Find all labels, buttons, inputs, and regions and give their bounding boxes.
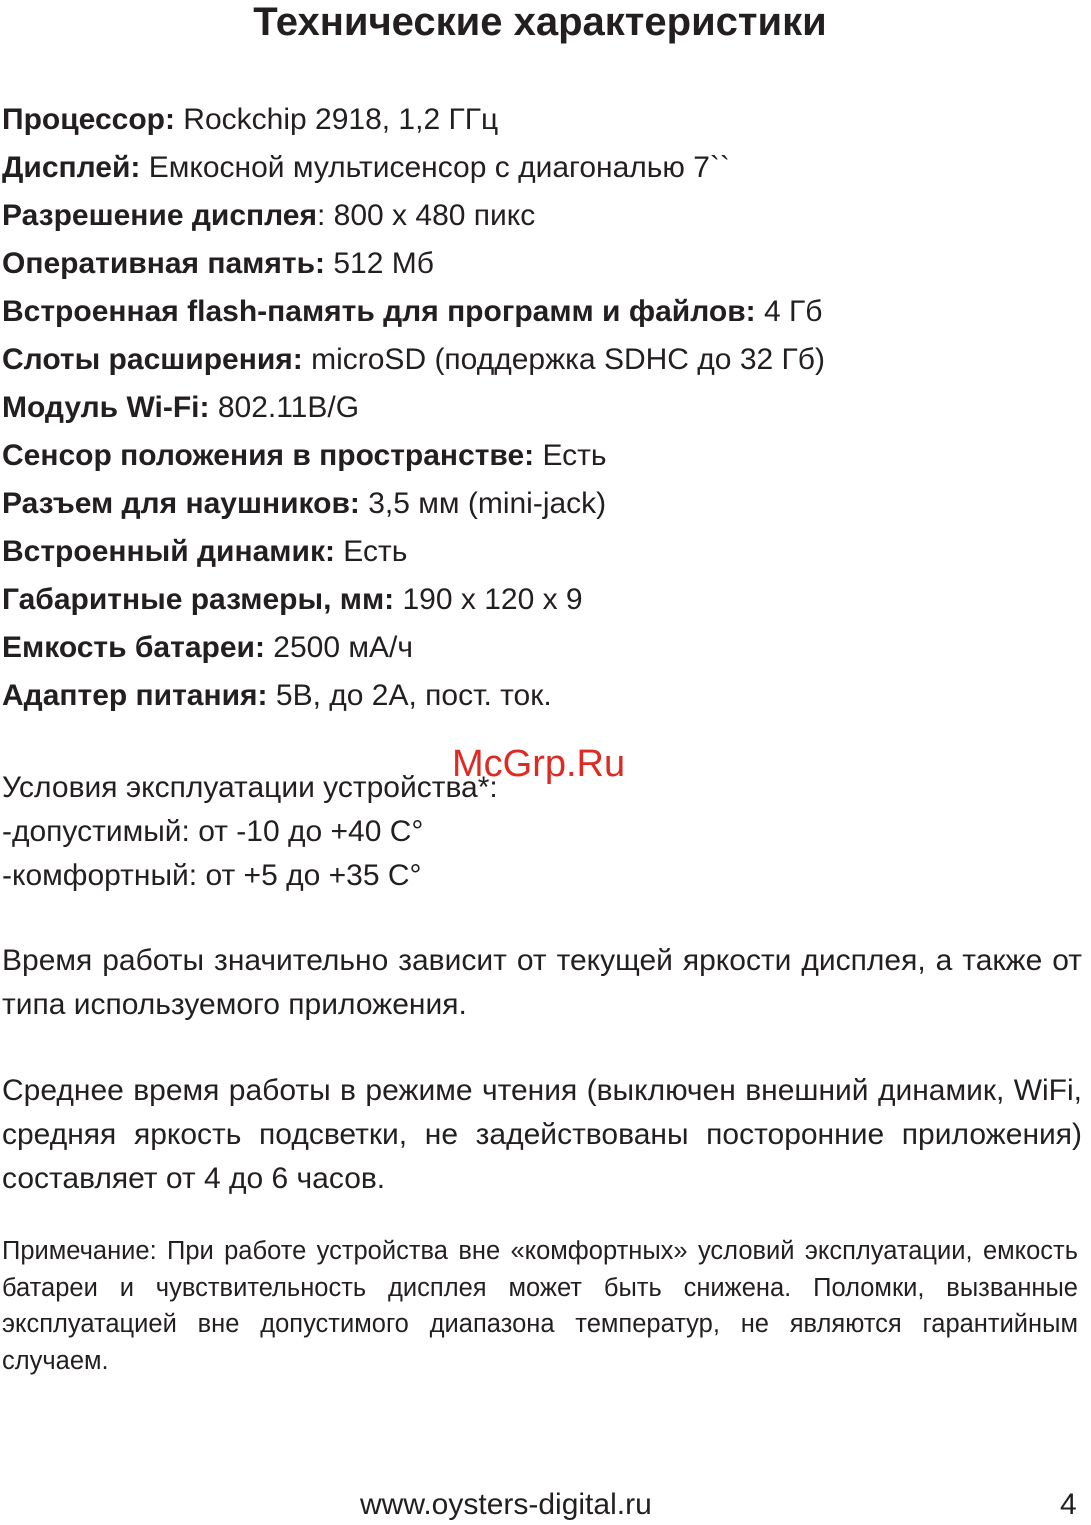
spec-label: Дисплей: (2, 151, 141, 184)
spec-value: : 800 х 480 пикс (317, 199, 536, 232)
spec-value: Есть (534, 439, 607, 472)
spec-row-wifi (2, 388, 1087, 436)
spec-value: 512 Мб (325, 247, 434, 280)
spec-label: Габаритные размеры, мм: (2, 583, 395, 616)
spec-value: 190 х 120 х 9 (394, 583, 583, 616)
spec-label: Модуль Wi-Fi: (2, 391, 210, 424)
spec-row-headphone (2, 484, 1087, 532)
spec-row-dimensions (2, 580, 1087, 628)
spec-row-ram (2, 244, 1087, 292)
spec-row-sensor (2, 436, 1087, 484)
spec-value: 3,5 мм (mini-jack) (359, 487, 607, 520)
spec-label: Емкость батареи: (2, 631, 265, 664)
spec-value: 5В, до 2А, пост. ток. (267, 679, 552, 712)
page-number: 4 (1060, 1488, 1077, 1521)
spec-label: Адаптер питания: (2, 679, 268, 712)
spec-value: 2500 мА/ч (264, 631, 413, 664)
conditions-allowed: -допустимый: от -10 до +40 С° (2, 815, 424, 848)
spec-value: Емкосной мультисенсор с диагональю 7`` (140, 151, 730, 184)
footer-url[interactable]: www.oysters-digital.ru (360, 1488, 652, 1521)
spec-value: 4 Гб (755, 295, 823, 328)
note-paragraph: Примечание: При работе устройства вне «комфортных» условий эксплуатации, емкость батареи и чувствительность дисплея может быть снижена. Поломки, вызванные эксплуатацией вне допустимого диапазона температур, не являются гарантийным случаем. (2, 1237, 1078, 1375)
spec-row-processor (2, 100, 1087, 148)
spec-row-slots (2, 340, 1087, 388)
spec-value: microSD (поддержка SDHC до 32 Гб) (302, 343, 825, 376)
page-title: Технические характеристики (253, 0, 827, 44)
spec-row-display (2, 148, 1087, 196)
spec-label: Оперативная память: (2, 247, 325, 280)
conditions-heading: Условия эксплуатации устройства*: (2, 771, 498, 804)
spec-row-battery (2, 628, 1087, 676)
spec-row-adapter (2, 676, 1087, 724)
watermark-text: McGrp.Ru (452, 743, 626, 785)
spec-label: Разрешение дисплея (2, 199, 317, 232)
spec-label: Встроенная flash-память для программ и файлов: (2, 295, 756, 328)
spec-row-flash (2, 292, 1087, 340)
spec-row-resolution (2, 196, 1087, 244)
spec-label: Сенсор положения в пространстве: (2, 439, 535, 472)
reading-time-paragraph: Среднее время работы в режиме чтения (выключен внешний динамик, WiFi, средняя яркость подсветки, не задействованы посторонние приложения) составляет от 4 до 6 часов. (2, 1074, 1082, 1195)
spec-row-speaker (2, 532, 1087, 580)
spec-value: Есть (334, 535, 408, 568)
spec-value: 802.11B/G (209, 391, 360, 424)
conditions-comfort: -комфортный: от +5 до +35 С° (2, 859, 422, 892)
spec-label: Процессор: (2, 103, 175, 136)
spec-label: Слоты расширения: (2, 343, 303, 376)
spec-label: Разъем для наушников: (2, 487, 360, 520)
spec-value: Rockchip 2918, 1,2 ГГц (174, 103, 499, 136)
spec-label: Встроенный динамик: (2, 535, 335, 568)
spec-list (2, 100, 1087, 724)
battery-time-paragraph: Время работы значительно зависит от текущей яркости дисплея, а также от типа используемого приложения. (2, 944, 1082, 1021)
